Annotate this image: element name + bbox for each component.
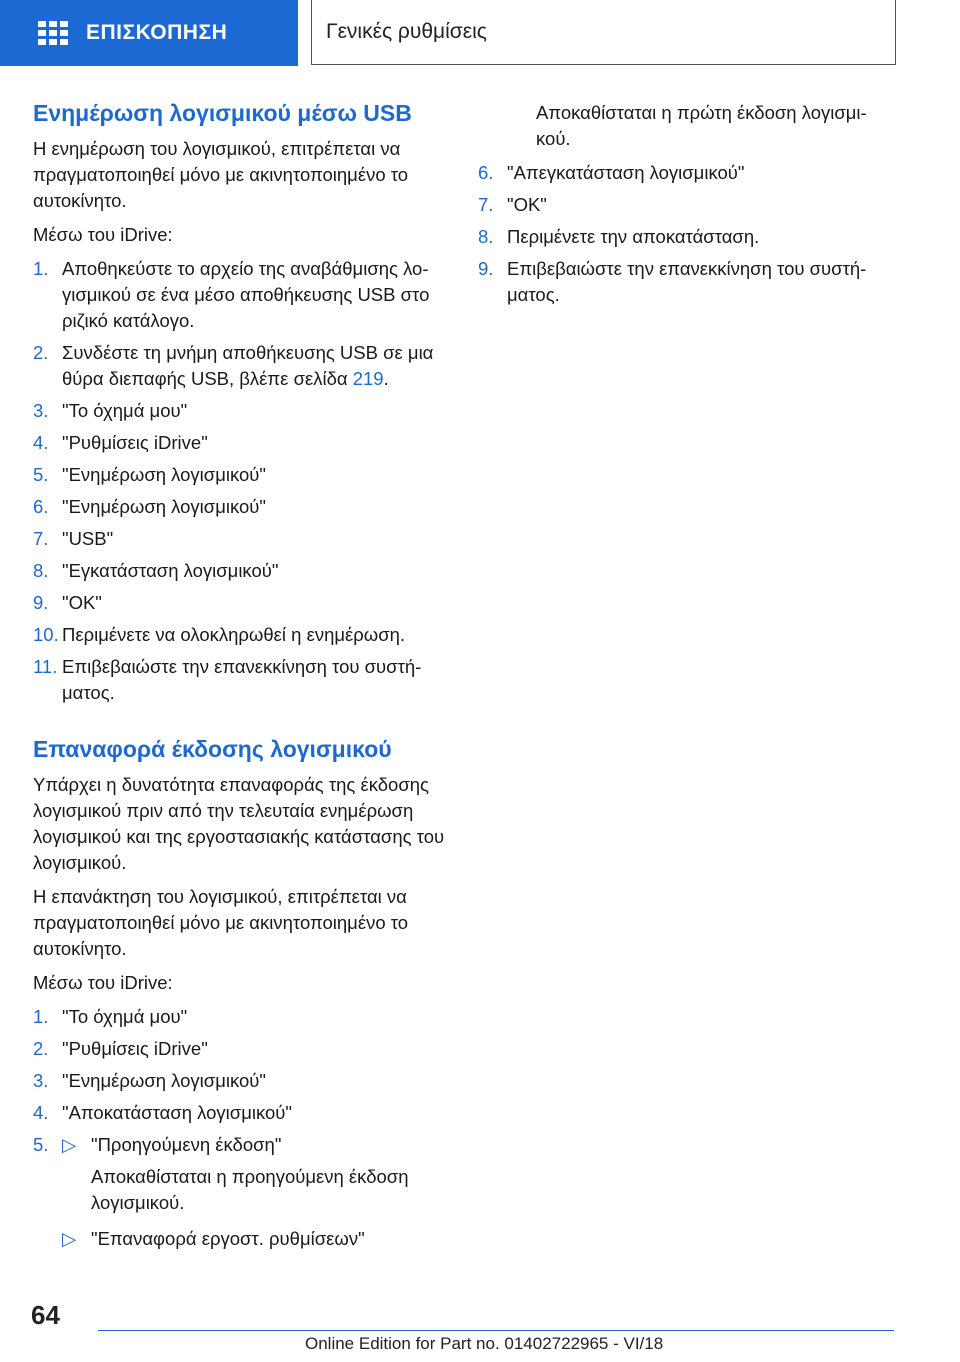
restore-title: Επαναφορά έκδοσης λογισμικού xyxy=(33,736,392,762)
list-item: 4. "Ρυθμίσεις iDrive" xyxy=(33,432,208,453)
list-item: 1. Αποθηκεύστε το αρχείο της αναβάθμισης λογισμικού σε ένα μέσο αποθήκευσης USB στο ριζικό κατάλογο. xyxy=(33,258,430,331)
left-column xyxy=(33,96,448,1260)
restore-steps xyxy=(33,1004,448,1252)
list-item: 3. "Το όχημά μου" xyxy=(33,400,188,421)
list-item: 9. "OK" xyxy=(33,592,102,613)
list-item: 3. "Ενημέρωση λογισμικού" xyxy=(33,1070,266,1091)
list-item: 4. "Αποκατάσταση λογισμικού" xyxy=(33,1102,292,1123)
restore-intro-2: Η επανάκτηση του λογισμικού, επιτρέπεται να πραγματοποιηθεί μόνο με ακινητοποιημένο το αυτοκίνητο. xyxy=(33,886,409,959)
update-title: Ενημέρωση λογισμικού μέσω USB xyxy=(33,100,412,126)
option-previous-version: ▷ "Προηγούμενη έκδοση" xyxy=(62,1132,448,1158)
option-factory-reset-desc: Αποκαθίσταται η πρώτη έκδοση λογισμικού. xyxy=(536,102,867,149)
list-item: 9. Επιβεβαιώστε την επανεκκίνηση του συστήματος. xyxy=(478,258,867,305)
list-item: 5. ▷ "Προηγούμενη έκδοση" Αποκαθίσταται η προηγούμενη έκδοση λογισμικού. ▷ "Επαναφορά εργοστ. ρυθμίσεων" xyxy=(33,1132,448,1252)
update-steps xyxy=(33,256,448,706)
grid-menu-icon xyxy=(38,21,68,45)
list-item: 2. Συνδέστε τη μνήμη αποθήκευσης USB σε μια θύρα διεπαφής USB, βλέπε σελίδα 219. xyxy=(33,342,434,389)
list-item: 8. Περιμένετε την αποκατάσταση. xyxy=(478,226,760,247)
page-number: 64 xyxy=(31,1300,60,1330)
tab-general-settings[interactable] xyxy=(311,0,896,65)
list-item: 5. "Ενημέρωση λογισμικού" xyxy=(33,464,266,485)
list-item: 1. "Το όχημά μου" xyxy=(33,1006,188,1027)
update-via: Μέσω του iDrive: xyxy=(33,224,173,245)
list-item: 11. Επιβεβαιώστε την επανεκκίνηση του συστήματος. xyxy=(33,656,422,703)
list-item: 10. Περιμένετε να ολοκληρωθεί η ενημέρωση. xyxy=(33,624,406,645)
list-item: 2. "Ρυθμίσεις iDrive" xyxy=(33,1038,208,1059)
list-item: 6. "Απεγκατάσταση λογισμικού" xyxy=(478,162,745,183)
option-previous-version-desc: Αποκαθίσταται η προηγούμενη έκδοση λογισμικού. xyxy=(91,1166,409,1213)
triangle-right-icon: ▷ xyxy=(62,1228,77,1249)
triangle-right-icon: ▷ xyxy=(62,1134,77,1155)
page-link[interactable]: 219 xyxy=(352,368,384,389)
tab-overview[interactable] xyxy=(0,0,298,66)
restore-via: Μέσω του iDrive: xyxy=(33,972,173,993)
footer-edition: Online Edition for Part no. 01402722965 - VI/18 xyxy=(305,1334,664,1353)
footer-divider xyxy=(98,1330,894,1331)
right-column xyxy=(478,100,888,316)
tab-general-settings-label: Γενικές ρυθμίσεις xyxy=(326,20,487,43)
list-item: 7. "OK" xyxy=(478,194,547,215)
header xyxy=(0,0,960,66)
option-factory-reset: ▷ "Επαναφορά εργοστ. ρυθμίσεων" xyxy=(62,1226,448,1252)
list-item: 8. "Εγκατάσταση λογισμικού" xyxy=(33,560,279,581)
list-item: 6. "Ενημέρωση λογισμικού" xyxy=(33,496,266,517)
list-item: 7. "USB" xyxy=(33,528,114,549)
restore-steps-continued xyxy=(478,160,888,308)
update-intro: Η ενημέρωση του λογισμικού, επιτρέπεται να πραγματοποιηθεί μόνο με ακινητοποιημένο το αυτοκίνητο. xyxy=(33,138,409,211)
tab-overview-label: ΕΠΙΣΚΟΠΗΣΗ xyxy=(86,21,228,44)
restore-intro-1: Υπάρχει η δυνατότητα επαναφοράς της έκδοσης λογισμικού πριν από την τελευταία ενημέρωση λογισμικού και της εργοστασιακής κατάστασης του λογισμικού. xyxy=(33,774,445,873)
